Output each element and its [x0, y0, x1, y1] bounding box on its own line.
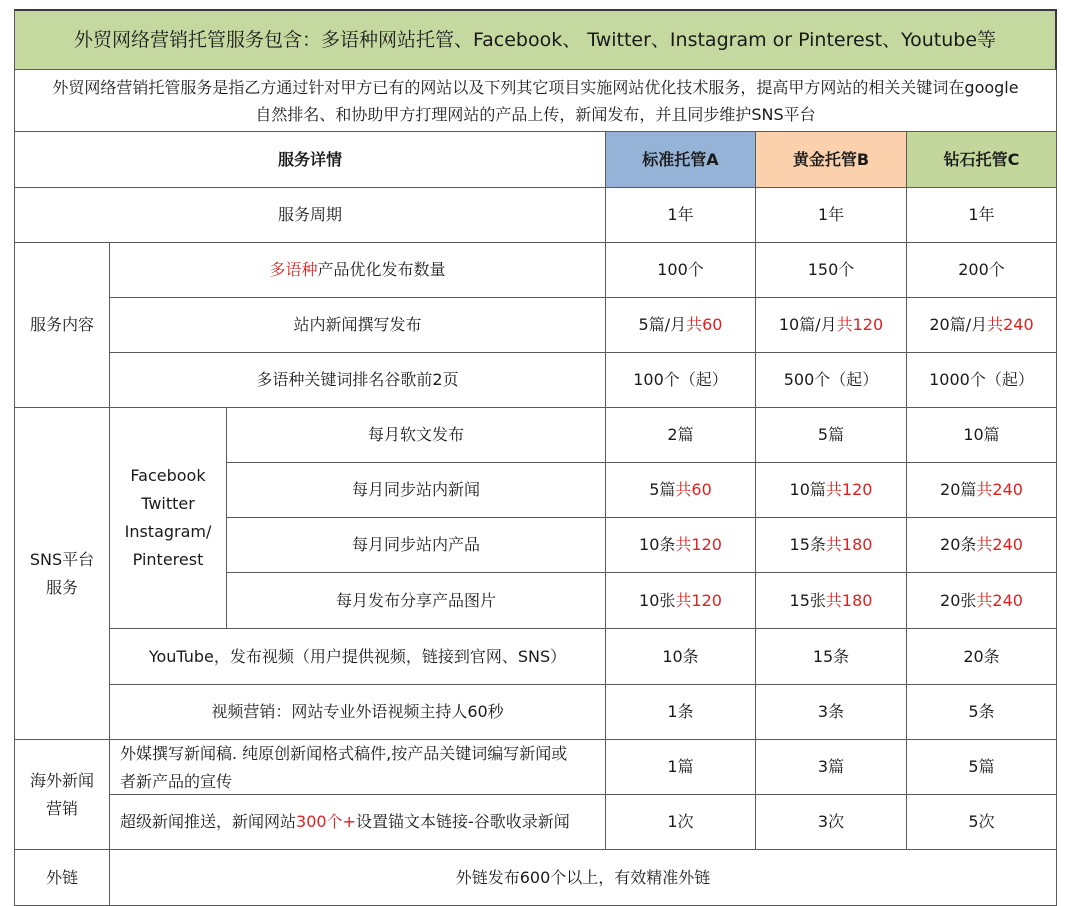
sns-value: 20条	[940, 535, 977, 554]
sns-row-b	[756, 463, 907, 518]
overseas-row2-a: 1次	[606, 795, 756, 850]
period-c: 1年	[907, 188, 1057, 243]
overseas-row2-pre: 超级新闻推送，新闻网站	[120, 812, 297, 831]
product-label-red: 多语种	[269, 260, 318, 279]
overseas-row1-line1: 外媒撰写新闻稿. 纯原创新闻格式稿件,按产品关键词编写新闻或	[120, 744, 568, 763]
platform-facebook: Facebook	[130, 466, 206, 485]
video-label: 视频营销：网站专业外语视频主持人60秒	[110, 685, 606, 740]
sns-value: 10条	[639, 535, 676, 554]
intro-line-2: 自然排名、和协助甲方打理网站的产品上传，新闻发布，并且同步维护SNS平台	[255, 104, 816, 124]
sns-row-b	[756, 518, 907, 573]
overseas-row2-b: 3次	[756, 795, 907, 850]
overseas-row1-b: 3篇	[756, 740, 907, 795]
sns-row-c	[907, 573, 1057, 629]
sns-row-c: 10篇	[907, 408, 1057, 463]
sns-label-2: 服务	[45, 577, 78, 597]
sns-total: 共120	[825, 480, 873, 499]
overseas-label-1: 海外新闻	[29, 770, 94, 790]
youtube-label: YouTube，发布视频（用户提供视频，链接到官网、SNS）	[110, 629, 606, 685]
sns-row-a	[606, 518, 756, 573]
group-sns	[14, 408, 110, 740]
table-title: 外贸网络营销托管服务包含：多语种网站托管、Facebook、 Twitter、Instagram or Pinterest、Youtube等	[14, 9, 1057, 70]
row-keyword-a: 100个（起）	[606, 353, 756, 408]
news-c-value: 20篇/月	[929, 315, 988, 334]
period-b: 1年	[756, 188, 907, 243]
news-b-total: 共120	[836, 315, 884, 334]
sns-total: 共180	[825, 535, 873, 554]
sns-total: 共240	[976, 590, 1023, 610]
header-plan-c: 钻石托管C	[907, 132, 1057, 188]
sns-row-label: 每月软文发布	[227, 408, 606, 463]
sns-row-a: 2篇	[606, 408, 756, 463]
sns-value: 20篇	[940, 480, 977, 499]
overseas-row2-label	[110, 795, 606, 850]
sns-row-c	[907, 463, 1057, 518]
row-product-a: 100个	[606, 243, 756, 298]
group-overseas-news	[14, 740, 110, 850]
news-b-value: 10篇/月	[778, 315, 837, 334]
video-c: 5条	[907, 685, 1057, 740]
news-c-total: 共240	[987, 315, 1034, 334]
sns-row-label: 每月同步站内产品	[227, 518, 606, 573]
sns-row-label: 每月同步站内新闻	[227, 463, 606, 518]
sns-row-a	[606, 463, 756, 518]
service-table	[14, 9, 1057, 906]
sns-row-b: 5篇	[756, 408, 907, 463]
intro-description	[14, 70, 1057, 132]
platform-pinterest: Pinterest	[132, 550, 204, 569]
sns-total: 共240	[976, 480, 1023, 499]
row-keyword-label: 多语种关键词排名谷歌前2页	[110, 353, 606, 408]
overseas-label-2: 营销	[45, 798, 78, 818]
video-a: 1条	[606, 685, 756, 740]
row-keyword-b: 500个（起）	[756, 353, 907, 408]
row-news-label: 站内新闻撰写发布	[110, 298, 606, 353]
sns-value: 15张	[789, 590, 826, 610]
product-label-rest: 产品优化发布数量	[317, 260, 446, 279]
header-plan-a: 标准托管A	[606, 132, 756, 188]
sns-label-1: SNS平台	[29, 549, 95, 569]
sns-value: 15条	[789, 535, 826, 554]
overseas-row1-label	[110, 740, 606, 795]
news-a-value: 5篇/月	[638, 315, 687, 334]
platform-twitter: Twitter	[141, 494, 195, 513]
overseas-row1-c: 5篇	[907, 740, 1057, 795]
sns-total: 共240	[976, 535, 1023, 554]
sns-value: 20张	[940, 590, 977, 610]
backlinks-label: 外链	[14, 850, 110, 906]
header-service-details: 服务详情	[14, 132, 606, 188]
sns-total: 共120	[675, 535, 722, 554]
sns-total: 共60	[675, 480, 712, 499]
row-keyword-c: 1000个（起）	[907, 353, 1057, 408]
youtube-c: 20条	[907, 629, 1057, 685]
group-service-content: 服务内容	[14, 243, 110, 408]
period-label: 服务周期	[14, 188, 606, 243]
row-news-c	[907, 298, 1057, 353]
period-a: 1年	[606, 188, 756, 243]
sns-total: 共180	[825, 590, 873, 610]
row-product-c: 200个	[907, 243, 1057, 298]
youtube-b: 15条	[756, 629, 907, 685]
overseas-row1-line2: 者新产品的宣传	[120, 772, 233, 791]
sns-total: 共120	[675, 590, 722, 610]
overseas-row2-c: 5次	[907, 795, 1057, 850]
news-a-total: 共60	[686, 315, 723, 334]
sns-row-label: 每月发布分享产品图片	[227, 573, 606, 629]
row-product-label	[110, 243, 606, 298]
sns-row-c	[907, 518, 1057, 573]
sns-row-b	[756, 573, 907, 629]
sns-value: 5篇	[649, 480, 676, 499]
row-news-b	[756, 298, 907, 353]
youtube-a: 10条	[606, 629, 756, 685]
sns-value: 10张	[639, 590, 676, 610]
row-product-b: 150个	[756, 243, 907, 298]
backlinks-value: 外链发布600个以上，有效精准外链	[110, 850, 1057, 906]
video-b: 3条	[756, 685, 907, 740]
header-plan-b: 黄金托管B	[756, 132, 907, 188]
sns-platforms	[110, 408, 227, 629]
row-news-a	[606, 298, 756, 353]
sns-value: 10篇	[789, 480, 826, 499]
overseas-row2-red: 300个+	[296, 812, 356, 831]
intro-line-1: 外贸网络营销托管服务是指乙方通过针对甲方已有的网站以及下列其它项目实施网站优化技术服务，提高甲方网站的相关关键词在google	[52, 77, 1019, 97]
sns-row-a	[606, 573, 756, 629]
overseas-row2-post: 设置锚文本链接-谷歌收录新闻	[355, 812, 570, 831]
overseas-row1-a: 1篇	[606, 740, 756, 795]
platform-instagram: Instagram/	[124, 522, 212, 541]
